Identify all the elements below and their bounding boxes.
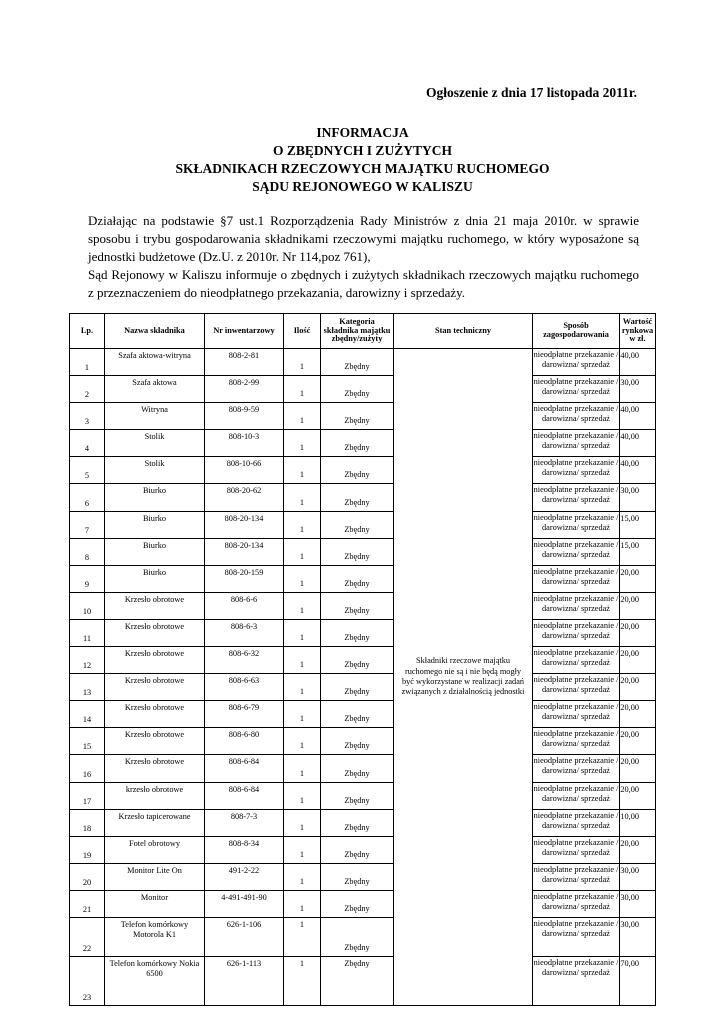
cell-inventory-number: 808-7-3	[205, 809, 284, 836]
cell-market-value: 30,00	[620, 376, 656, 403]
cell-inventory-number: 808-20-134	[205, 511, 284, 538]
cell-name: Biurko	[105, 511, 205, 538]
cell-name: Biurko	[105, 538, 205, 565]
cell-name: Krzesło tapicerowane	[105, 809, 205, 836]
cell-category: Zbędny	[321, 538, 394, 565]
cell-category: Zbędny	[321, 592, 394, 619]
cell-inventory-number: 808-20-159	[205, 565, 284, 592]
cell-inventory-number: 808-6-84	[205, 755, 284, 782]
cell-disposal-method: nieodpłatne przekazanie / darowizna/ sprzedaż	[533, 592, 620, 619]
cell-category: Zbędny	[321, 836, 394, 863]
table-row	[70, 809, 656, 836]
cell-name: Krzesło obrotowe	[105, 647, 205, 674]
table-row	[70, 538, 656, 565]
cell-quantity: 1	[284, 538, 321, 565]
announcement-date: Ogłoszenie z dnia 17 listopada 2011r.	[425, 85, 637, 100]
heading-line: INFORMACJA	[316, 125, 409, 140]
cell-name: Szafa aktowa-witryna	[105, 349, 205, 376]
header-category: Kategoria składnika majątku zbędny/zużyty	[321, 314, 394, 349]
cell-disposal-method: nieodpłatne przekazanie / darowizna/ sprzedaż	[533, 349, 620, 376]
header-name: Nazwa składnika	[105, 314, 205, 349]
cell-market-value: 40,00	[620, 457, 656, 484]
cell-market-value: 20,00	[620, 701, 656, 728]
cell-category: Zbędny	[321, 809, 394, 836]
cell-inventory-number: 808-6-84	[205, 782, 284, 809]
cell-inventory-number: 808-6-3	[205, 619, 284, 646]
cell-market-value: 20,00	[620, 755, 656, 782]
assets-table	[69, 313, 656, 1006]
header-technical-state: Stan techniczny	[394, 314, 533, 349]
table-row	[70, 376, 656, 403]
heading-line: O ZBĘDNYCH I ZUŻYTYCH	[273, 143, 452, 158]
cell-category: Zbędny	[321, 701, 394, 728]
cell-category: Zbędny	[321, 917, 394, 956]
cell-category: Zbędny	[321, 430, 394, 457]
cell-disposal-method: nieodpłatne przekazanie / darowizna/ sprzedaż	[533, 538, 620, 565]
cell-market-value: 20,00	[620, 647, 656, 674]
cell-market-value: 30,00	[620, 484, 656, 511]
cell-technical-state: Składniki rzeczowe majątku ruchomego nie są i nie będą mogły być wykorzystane w realizacji zadań związanych z działalnością jednostki	[394, 349, 533, 1006]
cell-market-value: 15,00	[620, 511, 656, 538]
cell-inventory-number: 808-6-6	[205, 592, 284, 619]
cell-quantity: 1	[284, 457, 321, 484]
cell-category: Zbędny	[321, 890, 394, 917]
cell-quantity: 1	[284, 782, 321, 809]
cell-disposal-method: nieodpłatne przekazanie / darowizna/ sprzedaż	[533, 430, 620, 457]
table-row	[70, 728, 656, 755]
intro-text	[88, 212, 639, 302]
cell-category: Zbędny	[321, 674, 394, 701]
cell-disposal-method: nieodpłatne przekazanie / darowizna/ sprzedaż	[533, 565, 620, 592]
cell-disposal-method: nieodpłatne przekazanie / darowizna/ sprzedaż	[533, 619, 620, 646]
table-row	[70, 701, 656, 728]
cell-inventory-number: 808-2-81	[205, 349, 284, 376]
cell-lp: 22	[70, 917, 105, 956]
cell-lp: 11	[70, 619, 105, 646]
cell-market-value: 20,00	[620, 728, 656, 755]
cell-inventory-number: 808-6-80	[205, 728, 284, 755]
cell-market-value: 20,00	[620, 565, 656, 592]
cell-quantity: 1	[284, 701, 321, 728]
cell-market-value: 15,00	[620, 538, 656, 565]
cell-inventory-number: 808-10-66	[205, 457, 284, 484]
cell-category: Zbędny	[321, 457, 394, 484]
cell-quantity: 1	[284, 836, 321, 863]
cell-lp: 14	[70, 701, 105, 728]
cell-category: Zbędny	[321, 728, 394, 755]
cell-name: Stolik	[105, 457, 205, 484]
cell-name: Telefon komórkowy Motorola K1	[105, 917, 205, 956]
cell-quantity: 1	[284, 755, 321, 782]
table-row	[70, 674, 656, 701]
cell-disposal-method: nieodpłatne przekazanie / darowizna/ sprzedaż	[533, 782, 620, 809]
cell-category: Zbędny	[321, 755, 394, 782]
cell-market-value: 20,00	[620, 619, 656, 646]
table-row	[70, 403, 656, 430]
table-row	[70, 917, 656, 956]
cell-name: Monitor Lite On	[105, 863, 205, 890]
cell-disposal-method: nieodpłatne przekazanie / darowizna/ sprzedaż	[533, 511, 620, 538]
cell-market-value: 30,00	[620, 890, 656, 917]
heading-line: SKŁADNIKACH RZECZOWYCH MAJĄTKU RUCHOMEGO	[175, 161, 550, 176]
cell-inventory-number: 808-6-32	[205, 647, 284, 674]
table-row	[70, 782, 656, 809]
cell-disposal-method: nieodpłatne przekazanie / darowizna/ sprzedaż	[533, 956, 620, 1005]
cell-name: Fotel obrotowy	[105, 836, 205, 863]
cell-inventory-number: 808-20-62	[205, 484, 284, 511]
cell-quantity: 1	[284, 647, 321, 674]
cell-inventory-number: 808-8-34	[205, 836, 284, 863]
cell-lp: 15	[70, 728, 105, 755]
cell-market-value: 20,00	[620, 674, 656, 701]
cell-quantity: 1	[284, 403, 321, 430]
cell-inventory-number: 4-491-491-90	[205, 890, 284, 917]
cell-disposal-method: nieodpłatne przekazanie / darowizna/ sprzedaż	[533, 376, 620, 403]
cell-quantity: 1	[284, 956, 321, 1005]
table-row	[70, 457, 656, 484]
cell-lp: 10	[70, 592, 105, 619]
cell-lp: 9	[70, 565, 105, 592]
table-row	[70, 619, 656, 646]
cell-quantity: 1	[284, 592, 321, 619]
cell-inventory-number: 808-9-59	[205, 403, 284, 430]
header-inventory-number: Nr inwentarzowy	[205, 314, 284, 349]
cell-disposal-method: nieodpłatne przekazanie / darowizna/ sprzedaż	[533, 728, 620, 755]
cell-name: Krzesło obrotowe	[105, 728, 205, 755]
cell-market-value: 70,00	[620, 956, 656, 1005]
cell-inventory-number: 808-2-99	[205, 376, 284, 403]
cell-market-value: 20,00	[620, 782, 656, 809]
cell-quantity: 1	[284, 619, 321, 646]
cell-disposal-method: nieodpłatne przekazanie / darowizna/ sprzedaż	[533, 917, 620, 956]
table-row	[70, 511, 656, 538]
header-market-value: Wartość rynkowa w zł.	[620, 314, 656, 349]
cell-name: krzesło obrotowe	[105, 782, 205, 809]
cell-lp: 16	[70, 755, 105, 782]
cell-name: Szafa aktowa	[105, 376, 205, 403]
cell-quantity: 1	[284, 917, 321, 956]
cell-inventory-number: 808-20-134	[205, 538, 284, 565]
cell-market-value: 40,00	[620, 349, 656, 376]
cell-lp: 1	[70, 349, 105, 376]
table-row	[70, 863, 656, 890]
cell-lp: 8	[70, 538, 105, 565]
cell-name: Witryna	[105, 403, 205, 430]
cell-market-value: 20,00	[620, 836, 656, 863]
cell-quantity: 1	[284, 376, 321, 403]
table-row	[70, 565, 656, 592]
cell-quantity: 1	[284, 511, 321, 538]
cell-quantity: 1	[284, 809, 321, 836]
cell-lp: 4	[70, 430, 105, 457]
cell-quantity: 1	[284, 674, 321, 701]
table-header-row	[70, 314, 656, 349]
cell-disposal-method: nieodpłatne przekazanie / darowizna/ sprzedaż	[533, 674, 620, 701]
cell-disposal-method: nieodpłatne przekazanie / darowizna/ sprzedaż	[533, 809, 620, 836]
cell-disposal-method: nieodpłatne przekazanie / darowizna/ sprzedaż	[533, 403, 620, 430]
cell-name: Telefon komórkowy Nokia 6500	[105, 956, 205, 1005]
cell-lp: 13	[70, 674, 105, 701]
table-row	[70, 836, 656, 863]
cell-name: Krzesło obrotowe	[105, 755, 205, 782]
table-row	[70, 430, 656, 457]
cell-lp: 2	[70, 376, 105, 403]
cell-inventory-number: 626-1-113	[205, 956, 284, 1005]
cell-name: Biurko	[105, 565, 205, 592]
cell-market-value: 30,00	[620, 863, 656, 890]
header-lp: Lp.	[70, 314, 105, 349]
cell-market-value: 20,00	[620, 592, 656, 619]
cell-lp: 12	[70, 647, 105, 674]
cell-category: Zbędny	[321, 349, 394, 376]
cell-disposal-method: nieodpłatne przekazanie / darowizna/ sprzedaż	[533, 457, 620, 484]
cell-lp: 6	[70, 484, 105, 511]
cell-name: Monitor	[105, 890, 205, 917]
cell-inventory-number: 808-6-63	[205, 674, 284, 701]
cell-lp: 5	[70, 457, 105, 484]
cell-market-value: 40,00	[620, 403, 656, 430]
cell-category: Zbędny	[321, 484, 394, 511]
cell-name: Biurko	[105, 484, 205, 511]
cell-category: Zbędny	[321, 565, 394, 592]
cell-lp: 7	[70, 511, 105, 538]
cell-category: Zbędny	[321, 511, 394, 538]
cell-disposal-method: nieodpłatne przekazanie / darowizna/ sprzedaż	[533, 755, 620, 782]
cell-name: Krzesło obrotowe	[105, 619, 205, 646]
intro-paragraph: Działając na podstawie §7 ust.1 Rozporządzenia Rady Ministrów z dnia 21 maja 2010r. w sprawie sposobu i trybu gospodarowania składnikami rzeczowymi majątku ruchomego, w który wyposażone są jednostki budżetowe (Dz.U. z 2010r. Nr 114,poz 761),	[88, 213, 639, 264]
cell-lp: 20	[70, 863, 105, 890]
table-row	[70, 592, 656, 619]
cell-name: Krzesło obrotowe	[105, 592, 205, 619]
cell-lp: 3	[70, 403, 105, 430]
heading-line: SĄDU REJONOWEGO W KALISZU	[252, 179, 473, 194]
cell-lp: 23	[70, 956, 105, 1005]
cell-market-value: 40,00	[620, 430, 656, 457]
table-row	[70, 755, 656, 782]
cell-category: Zbędny	[321, 863, 394, 890]
cell-disposal-method: nieodpłatne przekazanie / darowizna/ sprzedaż	[533, 701, 620, 728]
cell-disposal-method: nieodpłatne przekazanie / darowizna/ sprzedaż	[533, 863, 620, 890]
cell-quantity: 1	[284, 728, 321, 755]
cell-category: Zbędny	[321, 956, 394, 1005]
cell-inventory-number: 808-6-79	[205, 701, 284, 728]
cell-lp: 21	[70, 890, 105, 917]
intro-paragraph: Sąd Rejonowy w Kaliszu informuje o zbędnych i zużytych składnikach rzeczowych majątku ruchomego z przeznaczeniem do nieodpłatnego przekazania, darowizny i sprzedaży.	[88, 267, 639, 300]
cell-quantity: 1	[284, 430, 321, 457]
document-heading	[0, 124, 725, 196]
cell-quantity: 1	[284, 863, 321, 890]
cell-quantity: 1	[284, 349, 321, 376]
table-row	[70, 484, 656, 511]
cell-name: Stolik	[105, 430, 205, 457]
cell-lp: 17	[70, 782, 105, 809]
cell-category: Zbędny	[321, 782, 394, 809]
table-row	[70, 956, 656, 1005]
cell-category: Zbędny	[321, 403, 394, 430]
header-quantity: Ilość	[284, 314, 321, 349]
table-row	[70, 890, 656, 917]
table-row	[70, 647, 656, 674]
cell-lp: 18	[70, 809, 105, 836]
cell-inventory-number: 626-1-106	[205, 917, 284, 956]
cell-quantity: 1	[284, 484, 321, 511]
cell-disposal-method: nieodpłatne przekazanie / darowizna/ sprzedaż	[533, 836, 620, 863]
cell-market-value: 10,00	[620, 809, 656, 836]
cell-disposal-method: nieodpłatne przekazanie / darowizna/ sprzedaż	[533, 890, 620, 917]
cell-name: Krzesło obrotowe	[105, 701, 205, 728]
cell-inventory-number: 491-2-22	[205, 863, 284, 890]
cell-quantity: 1	[284, 565, 321, 592]
cell-inventory-number: 808-10-3	[205, 430, 284, 457]
cell-category: Zbędny	[321, 376, 394, 403]
cell-disposal-method: nieodpłatne przekazanie / darowizna/ sprzedaż	[533, 484, 620, 511]
cell-name: Krzesło obrotowe	[105, 674, 205, 701]
cell-category: Zbędny	[321, 647, 394, 674]
header-disposal-method: Sposób zagospodarowania	[533, 314, 620, 349]
cell-market-value: 30,00	[620, 917, 656, 956]
cell-lp: 19	[70, 836, 105, 863]
table-row	[70, 349, 656, 376]
cell-quantity: 1	[284, 890, 321, 917]
cell-category: Zbędny	[321, 619, 394, 646]
cell-disposal-method: nieodpłatne przekazanie / darowizna/ sprzedaż	[533, 647, 620, 674]
